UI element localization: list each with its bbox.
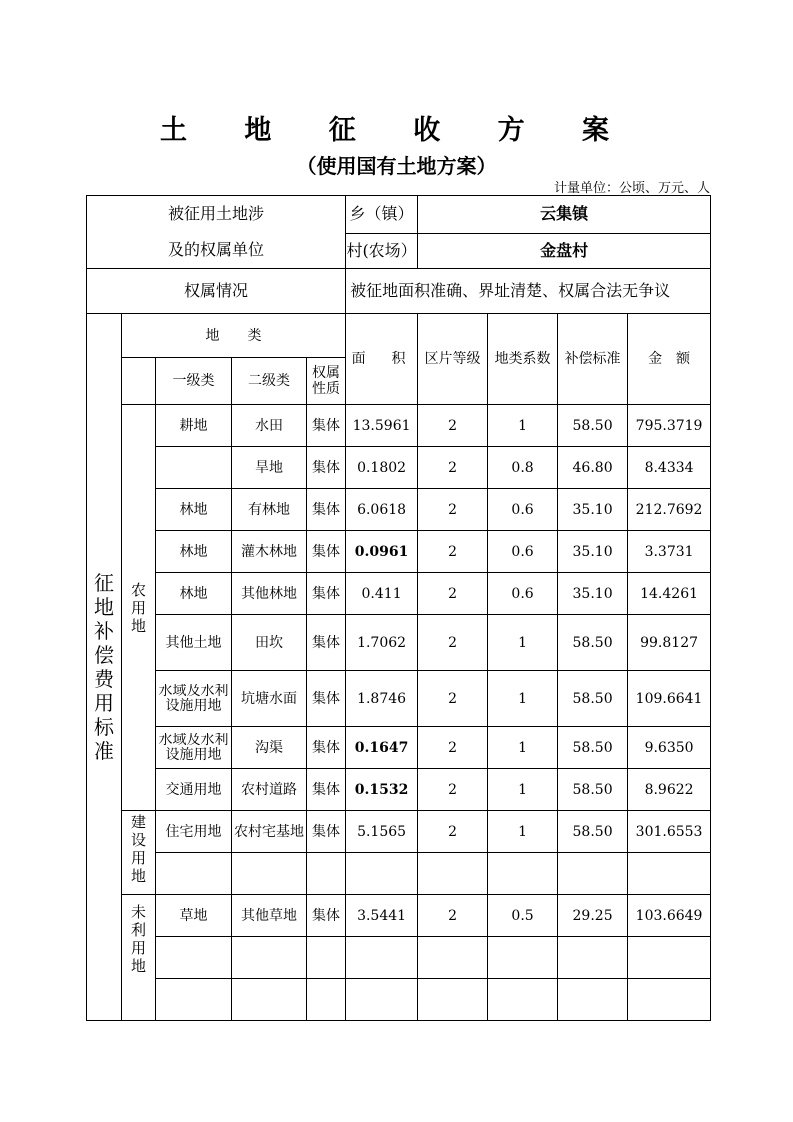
ownership-value: 被征地面积准确、界址清楚、权属合法无争议 [346, 269, 711, 314]
unit-note: 计量单位：公顷、万元、人 [553, 181, 710, 196]
row-coef: 0.5 [488, 895, 558, 937]
row-std: 58.50 [558, 405, 628, 447]
empty-cell [558, 853, 628, 895]
row-l2: 其他草地 [232, 895, 307, 937]
empty-cell [558, 937, 628, 979]
row-grade: 2 [418, 727, 488, 769]
row-coef: 1 [488, 405, 558, 447]
table-row [87, 979, 711, 1021]
row-grade: 2 [418, 573, 488, 615]
row-area: 1.8746 [346, 671, 418, 727]
row-amount: 301.6553 [628, 811, 711, 853]
row-grade: 2 [418, 531, 488, 573]
row-nature: 集体 [307, 573, 346, 615]
col-level1: 一级类 [156, 358, 232, 405]
row-std: 58.50 [558, 671, 628, 727]
owner-label-cell [87, 196, 346, 269]
village-label: 村(农场） [346, 233, 418, 268]
group-agricultural: 农用地 [122, 405, 156, 811]
row-nature: 集体 [307, 489, 346, 531]
col-coefficient: 地类系数 [488, 314, 558, 405]
row-coef: 0.6 [488, 489, 558, 531]
row-nature: 集体 [307, 615, 346, 671]
table-row [87, 447, 711, 489]
empty-cell [346, 979, 418, 1021]
land-requisition-table [86, 195, 711, 1021]
empty-cell [558, 979, 628, 1021]
empty-cell [418, 853, 488, 895]
row-std: 35.10 [558, 531, 628, 573]
row-grade: 2 [418, 811, 488, 853]
section-label: 征地补偿费用标准 [94, 571, 114, 763]
row-nature: 集体 [307, 769, 346, 811]
row-grade: 2 [418, 671, 488, 727]
empty-cell [156, 979, 232, 1021]
table-row [87, 853, 711, 895]
row-amount: 109.6641 [628, 671, 711, 727]
owner-label-line1: 被征用土地涉 [168, 204, 265, 223]
row-grade: 2 [418, 615, 488, 671]
row-amount: 212.7692 [628, 489, 711, 531]
village-value: 金盘村 [418, 233, 711, 268]
empty-cell [232, 937, 307, 979]
row-coef: 1 [488, 727, 558, 769]
row-l2: 坑塘水面 [232, 671, 307, 727]
row-area: 0.1532 [346, 769, 418, 811]
empty-cell [156, 937, 232, 979]
row-l1: 住宅用地 [156, 811, 232, 853]
empty-cell [628, 937, 711, 979]
row-std: 35.10 [558, 573, 628, 615]
row-std: 46.80 [558, 447, 628, 489]
row-l2: 灌木林地 [232, 531, 307, 573]
row-l1: 水域及水利设施用地 [156, 727, 232, 769]
row-l1: 林地 [156, 531, 232, 573]
col-blank [122, 358, 156, 405]
col-amount: 金 额 [628, 314, 711, 405]
row-l2: 其他林地 [232, 573, 307, 615]
row-area: 0.0961 [346, 531, 418, 573]
row-area: 6.0618 [346, 489, 418, 531]
row-nature: 集体 [307, 531, 346, 573]
table-row [87, 937, 711, 979]
table-row [87, 727, 711, 769]
row-grade: 2 [418, 447, 488, 489]
col-area: 面 积 [346, 314, 418, 405]
row-coef: 0.6 [488, 531, 558, 573]
row-amount: 3.3731 [628, 531, 711, 573]
row-area: 0.411 [346, 573, 418, 615]
table-row [87, 895, 711, 937]
row-l2: 水田 [232, 405, 307, 447]
row-coef: 0.8 [488, 447, 558, 489]
empty-cell [307, 937, 346, 979]
empty-cell [418, 937, 488, 979]
row-coef: 0.6 [488, 573, 558, 615]
row-amount: 103.6649 [628, 895, 711, 937]
row-grade: 2 [418, 769, 488, 811]
row-std: 58.50 [558, 811, 628, 853]
row-area: 3.5441 [346, 895, 418, 937]
empty-cell [307, 853, 346, 895]
row-l2: 田坎 [232, 615, 307, 671]
empty-cell [488, 937, 558, 979]
empty-cell [346, 937, 418, 979]
page-subtitle: （使用国有土地方案） [296, 154, 497, 178]
row-nature: 集体 [307, 671, 346, 727]
group-unused: 未利用地 [122, 895, 156, 1021]
row-area: 1.7062 [346, 615, 418, 671]
row-std: 29.25 [558, 895, 628, 937]
row-nature: 集体 [307, 447, 346, 489]
empty-cell [232, 979, 307, 1021]
township-label: 乡（镇） [346, 196, 418, 234]
table-row [87, 769, 711, 811]
row-l1: 交通用地 [156, 769, 232, 811]
row-nature: 集体 [307, 405, 346, 447]
empty-cell [346, 853, 418, 895]
group-construction: 建设用地 [122, 811, 156, 895]
row-l1: 水域及水利设施用地 [156, 671, 232, 727]
row-l1: 耕地 [156, 405, 232, 447]
row-nature: 集体 [307, 811, 346, 853]
row-grade: 2 [418, 405, 488, 447]
table-row [87, 671, 711, 727]
row-l1: 草地 [156, 895, 232, 937]
row-l2: 旱地 [232, 447, 307, 489]
row-nature: 集体 [307, 895, 346, 937]
row-area: 5.1565 [346, 811, 418, 853]
table-row [87, 489, 711, 531]
row-area: 13.5961 [346, 405, 418, 447]
township-value: 云集镇 [418, 196, 711, 234]
col-ownership-nature: 权属性质 [307, 358, 346, 405]
table-row [87, 405, 711, 447]
col-level2: 二级类 [232, 358, 307, 405]
row-coef: 1 [488, 811, 558, 853]
row-std: 35.10 [558, 489, 628, 531]
table-row [87, 811, 711, 853]
row-l1 [156, 447, 232, 489]
table-row [87, 531, 711, 573]
row-amount: 8.9622 [628, 769, 711, 811]
empty-cell [418, 979, 488, 1021]
row-std: 58.50 [558, 727, 628, 769]
row-l1: 林地 [156, 573, 232, 615]
row-area: 0.1802 [346, 447, 418, 489]
row-amount: 8.4334 [628, 447, 711, 489]
owner-label-line2: 及的权属单位 [168, 240, 265, 259]
row-nature: 集体 [307, 727, 346, 769]
empty-cell [628, 979, 711, 1021]
table-row [87, 615, 711, 671]
table-row [87, 573, 711, 615]
row-l2: 农村宅基地 [232, 811, 307, 853]
row-amount: 9.6350 [628, 727, 711, 769]
row-l1: 其他土地 [156, 615, 232, 671]
row-l2: 沟渠 [232, 727, 307, 769]
col-standard: 补偿标准 [558, 314, 628, 405]
row-area: 0.1647 [346, 727, 418, 769]
row-std: 58.50 [558, 615, 628, 671]
empty-cell [488, 979, 558, 1021]
row-amount: 795.3719 [628, 405, 711, 447]
empty-cell [628, 853, 711, 895]
section-label-cell [87, 314, 122, 1021]
row-l2: 农村道路 [232, 769, 307, 811]
ownership-label: 权属情况 [87, 269, 346, 314]
col-zone-grade: 区片等级 [418, 314, 488, 405]
row-grade: 2 [418, 489, 488, 531]
empty-cell [488, 853, 558, 895]
col-land-type: 地 类 [122, 314, 346, 358]
row-coef: 1 [488, 769, 558, 811]
empty-cell [307, 979, 346, 1021]
row-coef: 1 [488, 615, 558, 671]
row-std: 58.50 [558, 769, 628, 811]
row-amount: 14.4261 [628, 573, 711, 615]
page-title: 土 地 征 收 方 案 [160, 115, 633, 146]
row-coef: 1 [488, 671, 558, 727]
row-amount: 99.8127 [628, 615, 711, 671]
empty-cell [156, 853, 232, 895]
row-l1: 林地 [156, 489, 232, 531]
row-grade: 2 [418, 895, 488, 937]
row-l2: 有林地 [232, 489, 307, 531]
empty-cell [232, 853, 307, 895]
